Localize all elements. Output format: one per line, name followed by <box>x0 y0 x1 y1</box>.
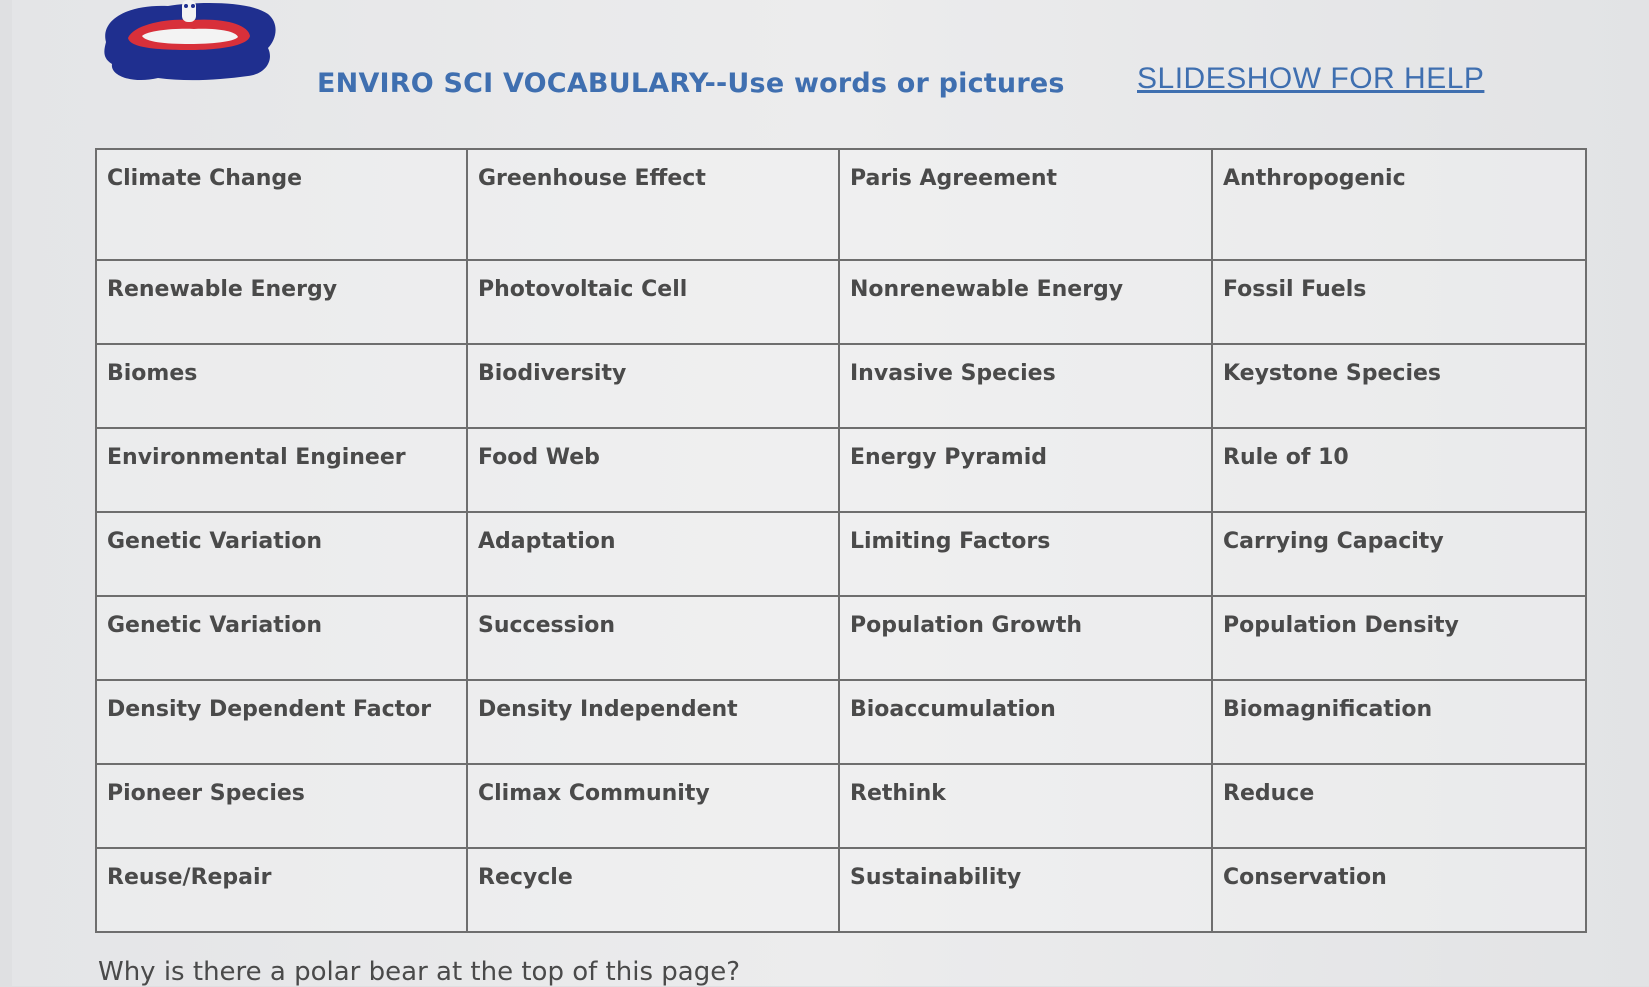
vocab-term-cell[interactable]: Genetic Variation <box>96 512 467 596</box>
vocab-term-cell[interactable]: Energy Pyramid <box>839 428 1212 512</box>
vocab-term-cell[interactable]: Adaptation <box>467 512 839 596</box>
polar-bear-logo-icon <box>98 0 280 84</box>
question-text: Why is there a polar bear at the top of this page? <box>98 957 740 987</box>
table-row <box>96 764 1586 848</box>
table-row <box>96 596 1586 680</box>
vocab-term-cell[interactable]: Invasive Species <box>839 344 1212 428</box>
vocab-term-cell[interactable]: Renewable Energy <box>96 260 467 344</box>
vocab-term-cell[interactable]: Population Growth <box>839 596 1212 680</box>
vocab-term-cell[interactable]: Nonrenewable Energy <box>839 260 1212 344</box>
table-row <box>96 848 1586 932</box>
vocab-term-cell[interactable]: Biomes <box>96 344 467 428</box>
table-row <box>96 149 1586 260</box>
vocab-term-cell[interactable]: Biomagnification <box>1212 680 1586 764</box>
vocab-term-cell[interactable]: Pioneer Species <box>96 764 467 848</box>
vocab-term-cell[interactable]: Bioaccumulation <box>839 680 1212 764</box>
vocab-term-cell[interactable]: Reduce <box>1212 764 1586 848</box>
vocab-term-cell[interactable]: Sustainability <box>839 848 1212 932</box>
table-row <box>96 512 1586 596</box>
vocab-term-cell[interactable]: Fossil Fuels <box>1212 260 1586 344</box>
vocab-term-cell[interactable]: Density Dependent Factor <box>96 680 467 764</box>
vocab-term-cell[interactable]: Food Web <box>467 428 839 512</box>
vocabulary-table <box>95 148 1587 933</box>
vocab-term-cell[interactable]: Conservation <box>1212 848 1586 932</box>
vocab-term-cell[interactable]: Succession <box>467 596 839 680</box>
table-row <box>96 428 1586 512</box>
vocab-term-cell[interactable]: Keystone Species <box>1212 344 1586 428</box>
vocab-term-cell[interactable]: Paris Agreement <box>839 149 1212 260</box>
vocab-term-cell[interactable]: Population Density <box>1212 596 1586 680</box>
vocab-term-cell[interactable]: Climate Change <box>96 149 467 260</box>
vocab-term-cell[interactable]: Biodiversity <box>467 344 839 428</box>
vocab-term-cell[interactable]: Reuse/Repair <box>96 848 467 932</box>
document-page <box>12 0 1649 986</box>
vocab-term-cell[interactable]: Carrying Capacity <box>1212 512 1586 596</box>
vocab-term-cell[interactable]: Anthropogenic <box>1212 149 1586 260</box>
page-title: ENVIRO SCI VOCABULARY--Use words or pictures <box>317 68 1065 99</box>
vocab-term-cell[interactable]: Rule of 10 <box>1212 428 1586 512</box>
vocab-term-cell[interactable]: Rethink <box>839 764 1212 848</box>
table-row <box>96 260 1586 344</box>
vocab-term-cell[interactable]: Limiting Factors <box>839 512 1212 596</box>
slideshow-help-link[interactable]: SLIDESHOW FOR HELP <box>1137 62 1485 95</box>
vocab-term-cell[interactable]: Greenhouse Effect <box>467 149 839 260</box>
vocab-term-cell[interactable]: Photovoltaic Cell <box>467 260 839 344</box>
vocab-term-cell[interactable]: Recycle <box>467 848 839 932</box>
vocab-term-cell[interactable]: Climax Community <box>467 764 839 848</box>
vocabulary-table-body <box>96 149 1586 932</box>
vocab-term-cell[interactable]: Environmental Engineer <box>96 428 467 512</box>
table-row <box>96 344 1586 428</box>
vocab-term-cell[interactable]: Genetic Variation <box>96 596 467 680</box>
table-row <box>96 680 1586 764</box>
vocab-term-cell[interactable]: Density Independent <box>467 680 839 764</box>
